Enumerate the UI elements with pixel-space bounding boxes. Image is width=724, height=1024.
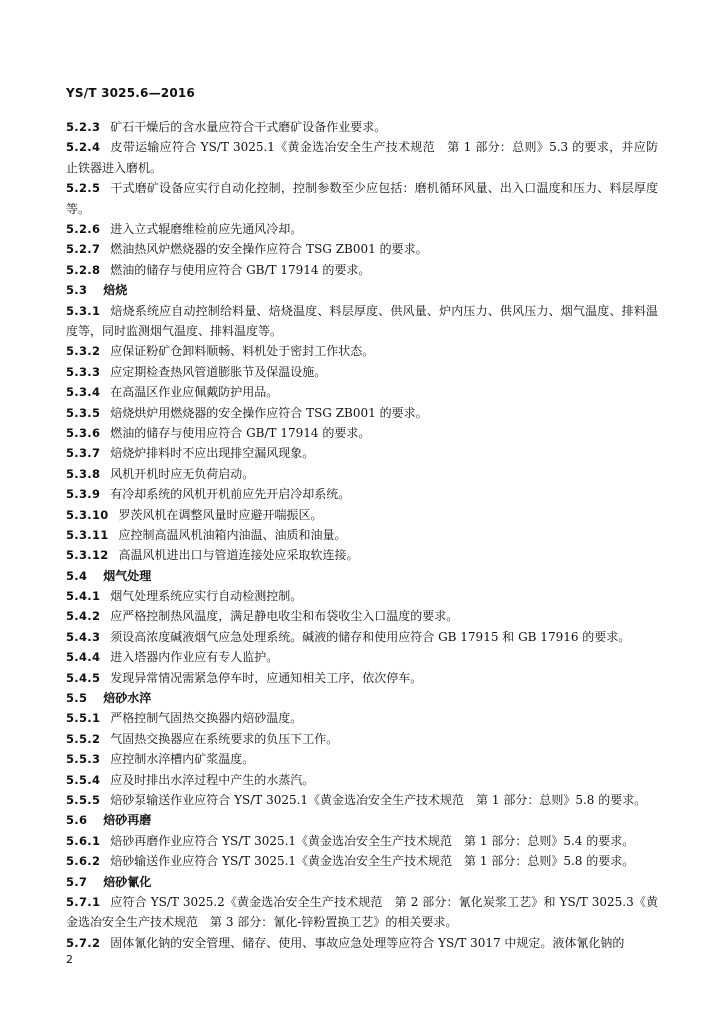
section-title: 焙烧 <box>103 283 128 298</box>
clause-text: 固体氰化钠的安全管理、储存、使用、事故应急处理等应符合 YS/T 3017 中规定。液体氰化钠的 <box>110 935 625 950</box>
clause-5-3-9 <box>66 484 658 504</box>
clause-number: 5.3.10 <box>66 507 109 522</box>
clause-text: 焙烧烘炉用燃烧器的安全操作应符合 TSG ZB001 的要求。 <box>110 405 428 420</box>
section-heading-5-3 <box>66 280 658 300</box>
section-title: 烟气处理 <box>103 568 152 583</box>
clause-5-4-1 <box>66 586 658 606</box>
clause-number: 5.4.2 <box>66 609 101 624</box>
clause-5-2-4 <box>66 137 658 178</box>
clause-5-3-5 <box>66 403 658 423</box>
clause-5-3-7 <box>66 443 658 463</box>
clause-number: 5.2.4 <box>66 140 101 155</box>
clause-5-6-1 <box>66 831 658 851</box>
clause-text: 皮带运输应符合 YS/T 3025.1《黄金选冶安全生产技术规范 第 1 部分：总则》5.3 的要求，并应防止铁器进入磨机。 <box>66 140 658 175</box>
clause-5-5-4 <box>66 770 658 790</box>
clause-number: 5.5.1 <box>66 711 101 726</box>
document-code-header: YS/T 3025.6—2016 <box>66 86 195 100</box>
clause-5-3-12 <box>66 545 658 565</box>
clause-text: 燃油的储存与使用应符合 GB/T 17914 的要求。 <box>110 262 371 277</box>
clause-number: 5.3.4 <box>66 385 101 400</box>
section-heading-5-5 <box>66 688 658 708</box>
clause-number: 5.4.5 <box>66 670 101 685</box>
clause-text: 矿石干燥后的含水量应符合干式磨矿设备作业要求。 <box>110 120 387 134</box>
clause-number: 5.4.1 <box>66 589 101 604</box>
clause-text: 罗茨风机在调整风量时应避开喘振区。 <box>118 507 323 522</box>
clause-5-5-1 <box>66 708 658 728</box>
clause-text: 焙烧炉排料时不应出现排空漏风现象。 <box>110 446 315 461</box>
clause-text: 发现异常情况需紧急停车时，应通知相关工序，依次停车。 <box>110 670 423 685</box>
clause-text: 焙砂输送作业应符合 YS/T 3025.1《黄金选冶安全生产技术规范 第 1 部分：总则》5.8 的要求。 <box>110 854 635 869</box>
section-title: 焙砂氰化 <box>103 874 152 889</box>
clause-text: 须设高浓度碱液烟气应急处理系统。碱液的储存和使用应符合 GB 17915 和 GB 17916 的要求。 <box>110 629 631 644</box>
clause-number: 5.3.7 <box>66 446 101 461</box>
document-body <box>66 117 658 953</box>
clause-number: 5.7.1 <box>66 894 101 909</box>
clause-text: 焙砂再磨作业应符合 YS/T 3025.1《黄金选冶安全生产技术规范 第 1 部分：总则》5.4 的要求。 <box>110 833 635 848</box>
section-title: 焙砂水淬 <box>103 691 152 706</box>
clause-5-5-3 <box>66 749 658 769</box>
clause-5-7-2 <box>66 933 658 953</box>
page-number: 2 <box>66 953 73 966</box>
clause-number: 5.2.7 <box>66 242 101 257</box>
clause-number: 5.4.4 <box>66 650 101 665</box>
clause-text: 烟气处理系统应实行自动检测控制。 <box>110 589 303 604</box>
clause-text: 应及时排出水淬过程中产生的水蒸汽。 <box>110 772 315 787</box>
clause-5-4-2 <box>66 606 658 626</box>
clause-number: 5.4.3 <box>66 629 101 644</box>
clause-5-7-1 <box>66 892 658 933</box>
clause-text: 风机开机时应无负荷启动。 <box>110 466 255 481</box>
clause-text: 干式磨矿设备应实行自动化控制，控制参数至少应包括：磨机循环风量、出入口温度和压力、料层厚度等。 <box>66 181 658 216</box>
clause-5-2-3 <box>66 117 658 137</box>
clause-5-2-7 <box>66 239 658 259</box>
clause-5-3-10 <box>66 505 658 525</box>
clause-text: 应控制高温风机油箱内油温、油质和油量。 <box>118 527 347 542</box>
clause-number: 5.2.5 <box>66 181 101 196</box>
clause-number: 5.2.3 <box>66 120 101 134</box>
clause-text: 应控制水淬槽内矿浆温度。 <box>110 752 255 767</box>
section-title: 焙砂再磨 <box>103 813 152 828</box>
section-number: 5.6 <box>66 813 88 828</box>
clause-text: 焙烧系统应自动控制给料量、焙烧温度、料层厚度、供风量、炉内压力、供风压力、烟气温度、排料温度等，同时监测烟气温度、排料温度等。 <box>66 303 658 338</box>
clause-text: 燃油热风炉燃烧器的安全操作应符合 TSG ZB001 的要求。 <box>110 242 428 257</box>
section-heading-5-6 <box>66 810 658 830</box>
clause-number: 5.3.5 <box>66 405 101 420</box>
clause-5-4-4 <box>66 647 658 667</box>
section-number: 5.5 <box>66 691 88 706</box>
clause-text: 应符合 YS/T 3025.2《黄金选冶安全生产技术规范 第 2 部分：氰化炭浆工艺》和 YS/T 3025.3《黄金选冶安全生产技术规范 第 3 部分：氰化-锌粉置换工艺》的相关要求。 <box>66 894 658 930</box>
section-heading-5-7 <box>66 872 658 892</box>
clause-text: 应定期检查热风管道膨胀节及保温设施。 <box>110 364 327 379</box>
clause-number: 5.2.8 <box>66 262 101 277</box>
clause-5-2-8 <box>66 260 658 280</box>
clause-number: 5.3.12 <box>66 548 109 563</box>
section-number: 5.7 <box>66 874 88 889</box>
section-heading-5-4 <box>66 566 658 586</box>
clause-text: 严格控制气固热交换器内焙砂温度。 <box>110 711 303 726</box>
clause-5-6-2 <box>66 851 658 871</box>
clause-5-5-2 <box>66 729 658 749</box>
section-number: 5.3 <box>66 283 88 298</box>
clause-number: 5.5.3 <box>66 752 101 767</box>
clause-text: 有冷却系统的风机开机前应先开启冷却系统。 <box>110 487 351 502</box>
clause-text: 进入立式辊磨维检前应先通风冷却。 <box>110 222 303 237</box>
clause-5-3-4 <box>66 382 658 402</box>
clause-number: 5.3.2 <box>66 344 101 359</box>
clause-5-3-6 <box>66 423 658 443</box>
clause-text: 在高温区作业应佩戴防护用品。 <box>110 385 279 400</box>
clause-5-5-5 <box>66 790 658 810</box>
clause-text: 进入塔器内作业应有专人监护。 <box>110 650 279 665</box>
clause-5-3-8 <box>66 464 658 484</box>
clause-number: 5.3.1 <box>66 303 101 318</box>
clause-text: 应保证粉矿仓卸料顺畅、料机处于密封工作状态。 <box>110 344 375 359</box>
clause-number: 5.3.3 <box>66 364 101 379</box>
clause-text: 燃油的储存与使用应符合 GB/T 17914 的要求。 <box>110 425 371 440</box>
clause-text: 高温风机进出口与管道连接处应采取软连接。 <box>118 548 359 563</box>
clause-number: 5.5.2 <box>66 731 101 746</box>
clause-number: 5.6.2 <box>66 854 101 869</box>
clause-number: 5.7.2 <box>66 935 101 950</box>
clause-text: 气固热交换器应在系统要求的负压下工作。 <box>110 731 339 746</box>
clause-5-3-1 <box>66 301 658 342</box>
clause-5-2-6 <box>66 219 658 239</box>
section-number: 5.4 <box>66 568 88 583</box>
clause-number: 5.3.9 <box>66 487 101 502</box>
clause-text: 应严格控制热风温度，满足静电收尘和布袋收尘入口温度的要求。 <box>110 609 459 624</box>
clause-number: 5.5.4 <box>66 772 101 787</box>
clause-5-3-2 <box>66 341 658 361</box>
clause-5-4-3 <box>66 627 658 647</box>
clause-5-3-3 <box>66 362 658 382</box>
clause-5-3-11 <box>66 525 658 545</box>
clause-number: 5.6.1 <box>66 833 101 848</box>
clause-5-2-5 <box>66 178 658 219</box>
clause-number: 5.5.5 <box>66 792 101 807</box>
clause-5-4-5 <box>66 668 658 688</box>
clause-number: 5.3.8 <box>66 466 101 481</box>
clause-text: 焙砂泵输送作业应符合 YS/T 3025.1《黄金选冶安全生产技术规范 第 1 部分：总则》5.8 的要求。 <box>110 792 647 807</box>
clause-number: 5.3.11 <box>66 527 109 542</box>
clause-number: 5.3.6 <box>66 425 101 440</box>
clause-number: 5.2.6 <box>66 222 101 237</box>
